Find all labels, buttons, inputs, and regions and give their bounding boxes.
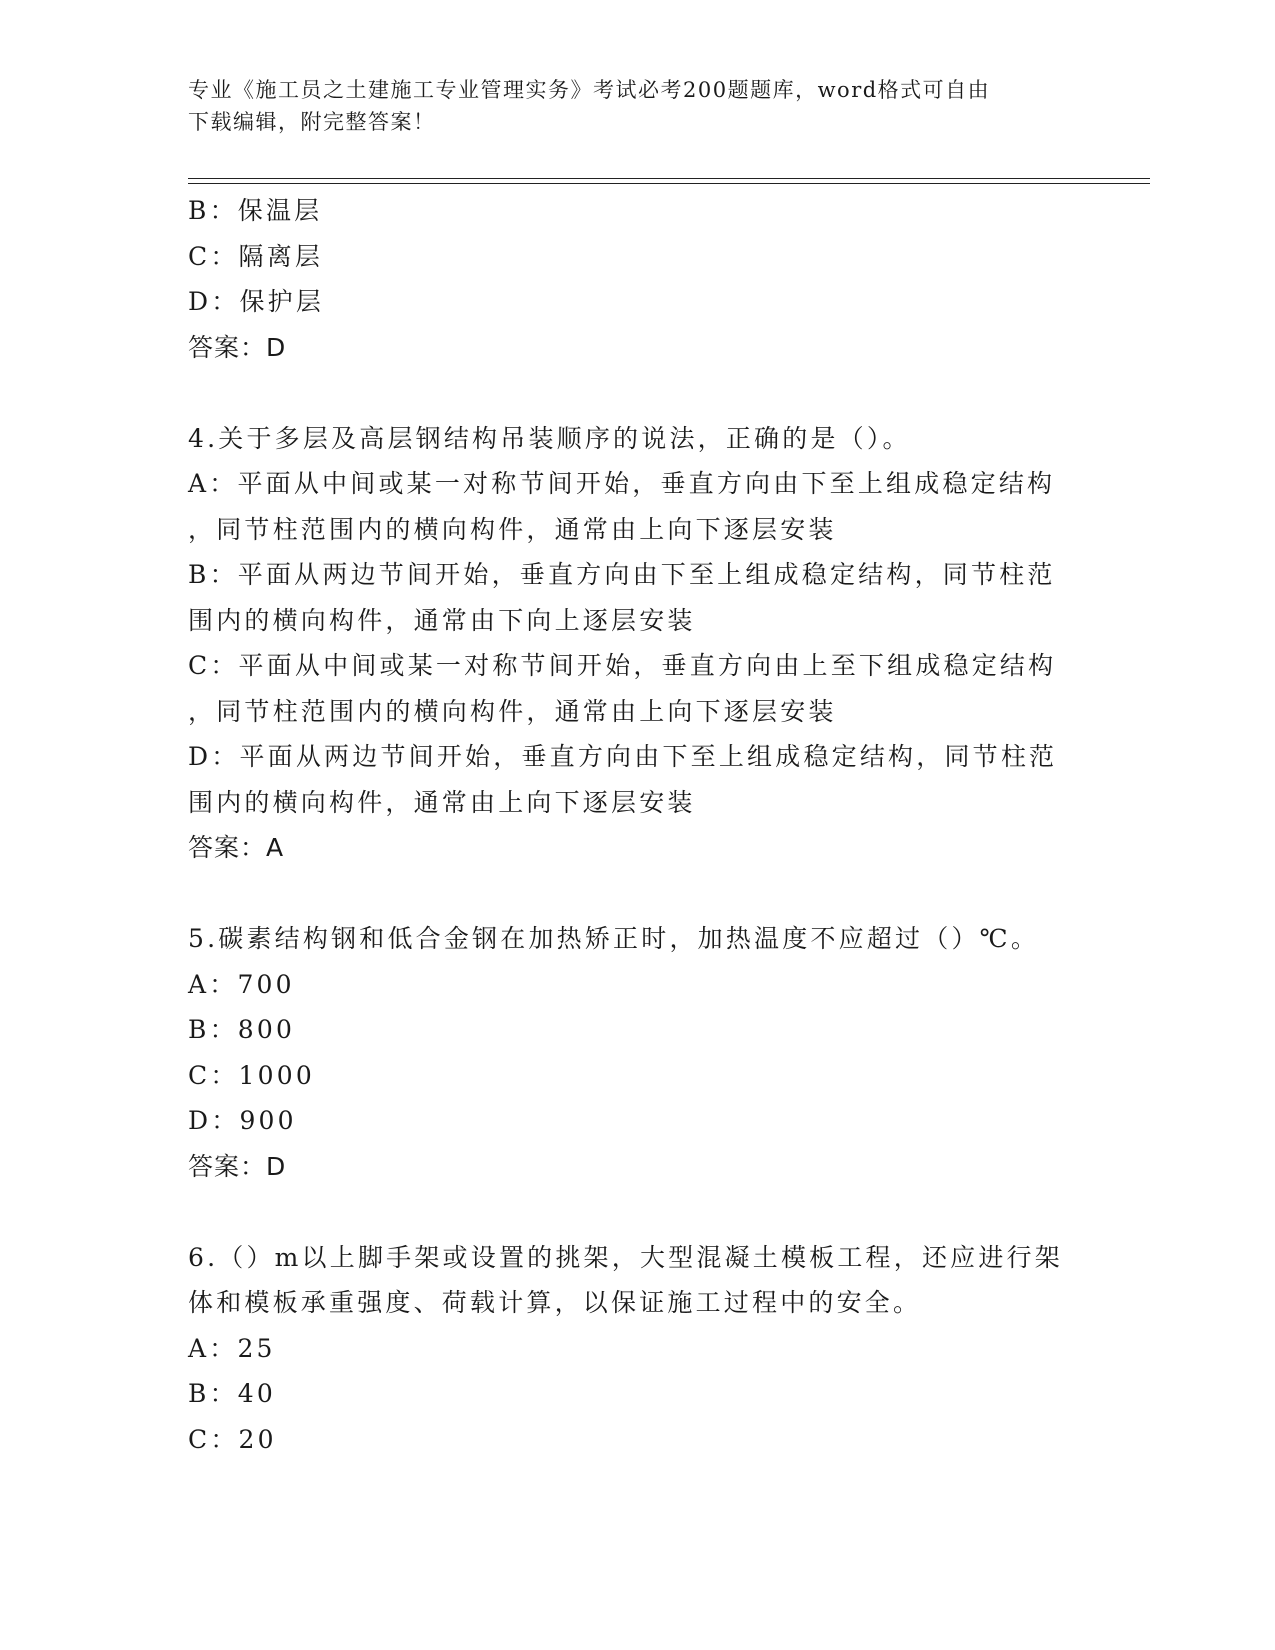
question-6 [188,1235,1088,1463]
header-title-line-1: 专业《施工员之土建施工专业管理实务》考试必考200题题库，word格式可自由 [188,78,991,102]
q3-option-c: C：隔离层 [188,241,324,271]
q6-option-c: C：20 [188,1424,277,1454]
q6-option-b: B：40 [188,1379,276,1408]
header-divider-bottom [188,183,1150,184]
q3-answer: 答案：D [188,332,287,362]
q6-stem-line-1: 6.（）m以上脚手架或设置的挑架，大型混凝土模板工程，还应进行架 [188,1242,1063,1272]
header-divider-top [188,178,1150,179]
q5-option-b: B：800 [188,1015,296,1044]
q5-option-c: C：1000 [188,1060,315,1090]
q5-answer: 答案：D [188,1151,287,1181]
q6-option-a: A：25 [188,1333,276,1363]
document-header [188,74,1088,138]
q4-option-a-line-2: ，同节柱范围内的横向构件，通常由上向下逐层安装 [188,514,837,544]
header-title-line-2: 下载编辑，附完整答案！ [188,110,436,134]
question-3-tail [188,188,1088,370]
question-5 [188,916,1088,1189]
question-content [188,188,1088,1462]
q5-option-d: D：900 [188,1106,297,1135]
q4-option-d-line-1: D：平面从两边节间开始，垂直方向由下至上组成稳定结构，同节柱范 [188,742,1058,771]
question-4 [188,416,1088,871]
q5-stem: 5.碳素结构钢和低合金钢在加热矫正时，加热温度不应超过（）℃。 [188,924,1040,953]
q4-option-d-line-2: 围内的横向构件，通常由上向下逐层安装 [188,787,696,817]
q4-option-b-line-2: 围内的横向构件，通常由下向上逐层安装 [188,605,696,635]
spacer [188,1189,1088,1235]
q6-stem-line-2: 体和模板承重强度、荷载计算，以保证施工过程中的安全。 [188,1288,922,1317]
q4-option-c-line-2: ，同节柱范围内的横向构件，通常由上向下逐层安装 [188,696,837,726]
q4-option-c-line-1: C：平面从中间或某一对称节间开始，垂直方向由上至下组成稳定结构 [188,651,1057,680]
spacer [188,871,1088,917]
q3-option-d: D：保护层 [188,287,325,316]
q4-option-a-line-1: A：平面从中间或某一对称节间开始，垂直方向由下至上组成稳定结构 [188,469,1056,498]
q5-option-a: A：700 [188,969,295,999]
q3-option-b: B：保温层 [188,196,323,225]
q4-answer: 答案：A [188,833,285,862]
q4-option-b-line-1: B：平面从两边节间开始，垂直方向由下至上组成稳定结构，同节柱范 [188,560,1056,589]
spacer [188,370,1088,416]
q4-stem: 4.关于多层及高层钢结构吊装顺序的说法，正确的是（）。 [188,423,911,453]
